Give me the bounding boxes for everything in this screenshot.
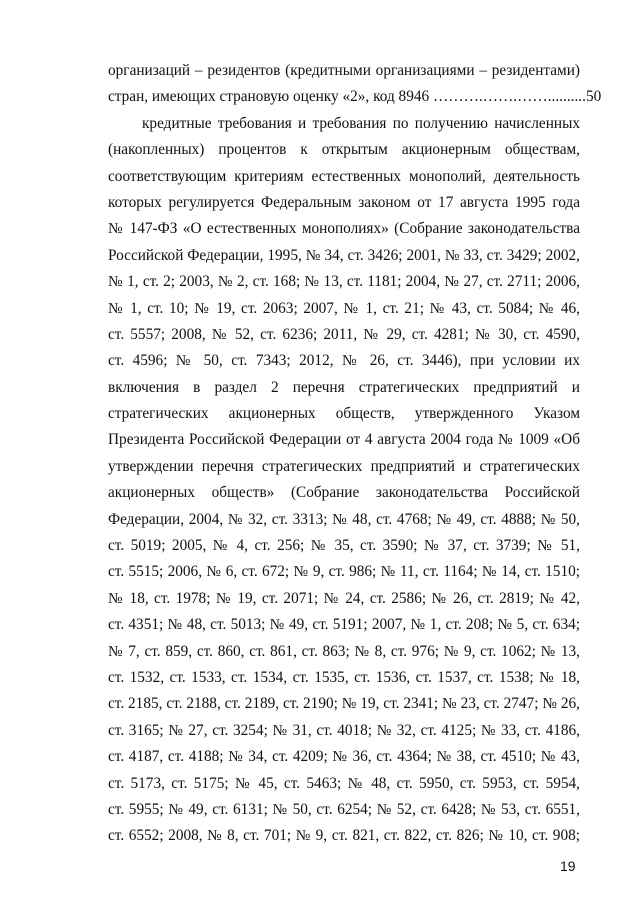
- text-line: ст. 1532, ст. 1533, ст. 1534, ст. 1535, ст. 1536, ст. 1537, ст. 1538; № 18,: [108, 668, 580, 686]
- text-line: ст. 5019; 2005, № 4, ст. 256; № 35, ст. 3590; № 37, ст. 3739; № 51,: [108, 537, 580, 555]
- text-line-paragraph-start: кредитные требования и требования по получению начисленных: [142, 114, 580, 132]
- text-line: ст. 4187, ст. 4188; № 34, ст. 4209; № 36, ст. 4364; № 38, ст. 4510; № 43,: [108, 748, 580, 766]
- text-line: которых регулируется Федеральным законом от 17 августа 1995 года: [108, 193, 580, 211]
- text-line: ст. 5955; № 49, ст. 6131; № 50, ст. 6254; № 52, ст. 6428; № 53, ст. 6551,: [108, 800, 580, 818]
- text-line: стран, имеющих страновую оценку «2», код 8946 ……….…….……..........50: [108, 88, 602, 106]
- text-line: Президента Российской Федерации от 4 августа 2004 года № 1009 «Об: [108, 431, 580, 449]
- text-line: ст. 3165; № 27, ст. 3254; № 31, ст. 4018; № 32, ст. 4125; № 33, ст. 4186,: [108, 721, 580, 739]
- text-line: ст. 4351; № 48, ст. 5013; № 49, ст. 5191; 2007, № 1, ст. 208; № 5, ст. 634;: [108, 616, 580, 634]
- text-line: стратегических акционерных обществ, утвержденного Указом: [108, 405, 580, 423]
- text-line: ст. 5515; 2006, № 6, ст. 672; № 9, ст. 986; № 11, ст. 1164; № 14, ст. 1510;: [108, 563, 580, 581]
- text-line: (накопленных) процентов к открытым акционерным обществам,: [108, 141, 580, 159]
- page-number: 19: [560, 858, 576, 874]
- text-line: № 18, ст. 1978; № 19, ст. 2071; № 24, ст. 2586; № 26, ст. 2819; № 42,: [108, 589, 580, 607]
- text-line: соответствующим критериям естественных монополий, деятельность: [108, 167, 580, 185]
- text-line: организаций – резидентов (кредитными организациями – резидентами): [108, 62, 580, 79]
- text-line: утверждении перечня стратегических предприятий и стратегических: [108, 457, 580, 475]
- text-line: ст. 2185, ст. 2188, ст. 2189, ст. 2190; № 19, ст. 2341; № 23, ст. 2747; № 26,: [108, 695, 580, 713]
- text-line: № 1, ст. 2; 2003, № 2, ст. 168; № 13, ст. 1181; 2004, № 27, ст. 2711; 2006,: [108, 273, 580, 291]
- text-line: № 7, ст. 859, ст. 860, ст. 861, ст. 863; № 8, ст. 976; № 9, ст. 1062; № 13,: [108, 642, 580, 660]
- text-line: ст. 5173, ст. 5175; № 45, ст. 5463; № 48, ст. 5950, ст. 5953, ст. 5954,: [108, 774, 580, 792]
- text-line: № 1, ст. 10; № 19, ст. 2063; 2007, № 1, ст. 21; № 43, ст. 5084; № 46,: [108, 299, 580, 317]
- text-line: включения в раздел 2 перечня стратегических предприятий и: [108, 378, 580, 396]
- text-line: Российской Федерации, 1995, № 34, ст. 3426; 2001, № 33, ст. 3429; 2002,: [108, 246, 580, 264]
- text-line: акционерных обществ» (Собрание законодательства Российской: [108, 484, 580, 502]
- body-text: [108, 58, 602, 850]
- text-line: ст. 6552; 2008, № 8, ст. 701; № 9, ст. 821, ст. 822, ст. 826; № 10, ст. 908;: [108, 827, 580, 845]
- text-line: Федерации, 2004, № 32, ст. 3313; № 48, ст. 4768; № 49, ст. 4888; № 50,: [108, 510, 580, 528]
- text-line: ст. 5557; 2008, № 52, ст. 6236; 2011, № 29, ст. 4281; № 30, ст. 4590,: [108, 325, 580, 343]
- text-line: № 147-ФЗ «О естественных монополиях» (Собрание законодательства: [108, 220, 580, 238]
- text-line: ст. 4596; № 50, ст. 7343; 2012, № 26, ст. 3446), при условии их: [108, 352, 580, 370]
